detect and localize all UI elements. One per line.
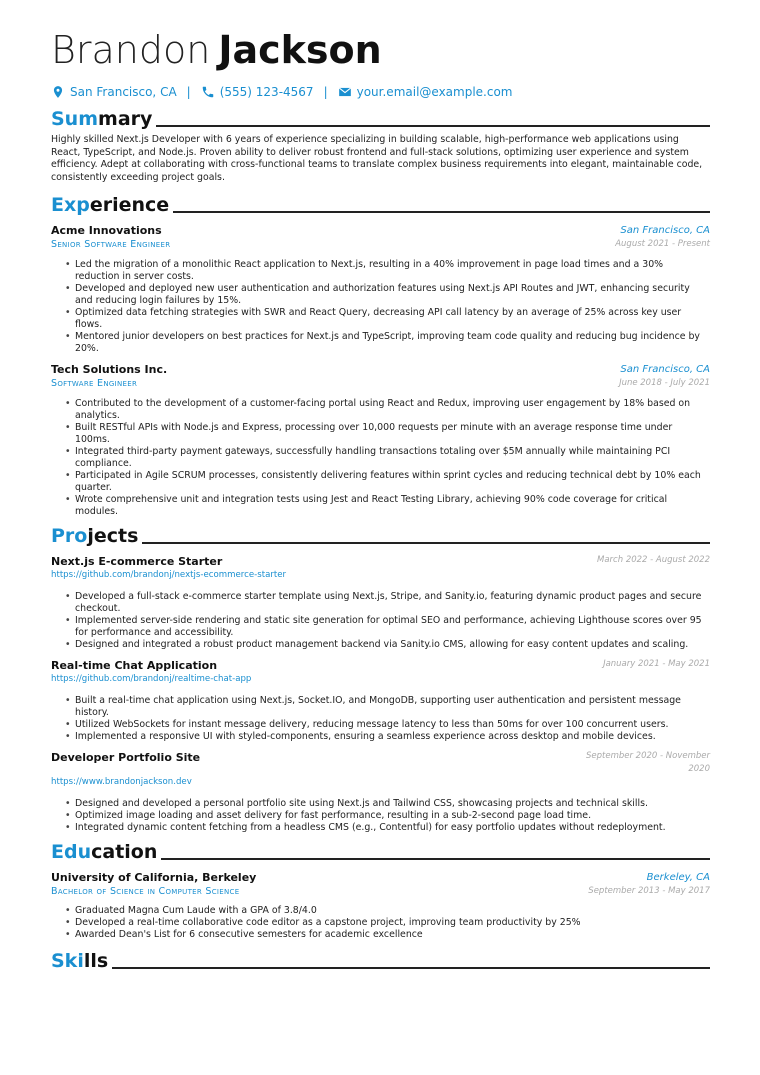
project-entry xyxy=(51,658,710,743)
job-location: San Francisco, CA xyxy=(620,364,710,376)
degree: Bachelor of Science in Computer Science xyxy=(51,886,240,898)
contact-line xyxy=(51,81,710,103)
map-pin-icon xyxy=(51,85,65,99)
list-item: • Contributed to the development of a customer-facing portal using React and Redux, improving user engagement by 18% based on analytics. xyxy=(75,398,710,422)
project-name: Developer Portfolio Site xyxy=(51,751,201,765)
email-link[interactable]: your.email@example.com xyxy=(356,85,513,99)
experience-heading xyxy=(51,193,710,216)
experience-title-rest: erience xyxy=(89,194,170,217)
list-item: • Built a real-time chat application using Next.js, Socket.IO, and MongoDB, supporting user authentication and persistent message history. xyxy=(75,695,710,719)
list-item: • Implemented a responsive UI with styled-components, ensuring a seamless experience across desktop and mobile devices. xyxy=(75,731,710,743)
list-item: • Wrote comprehensive unit and integration tests using Jest and React Testing Library, achieving 90% code coverage for critical modules. xyxy=(75,494,710,518)
section-divider xyxy=(156,125,710,127)
job-bullets xyxy=(51,398,710,518)
projects-title-rest: jects xyxy=(87,525,139,548)
contact-separator: | xyxy=(186,85,191,99)
education-heading xyxy=(51,840,710,863)
list-item: • Optimized data fetching strategies with SWR and React Query, decreasing API call latency by an average of 25% across key user flows. xyxy=(75,307,710,331)
project-link[interactable]: https://github.com/brandonj/realtime-chat-app xyxy=(51,674,252,685)
summary-text: Highly skilled Next.js Developer with 6 years of experience specializing in building scalable, high-performance web applications using React, TypeScript, and Node.js. Proven ability to deliver robust frontend and full-stack solutions, optimizing user experience and system efficiency. Adept at collaborating with cross-functional teams to translate complex business requirements into elegant, maintainable code, consistently exceeding project goals. xyxy=(51,134,703,183)
company-name: Tech Solutions Inc. xyxy=(51,363,168,377)
project-link[interactable]: https://www.brandonjackson.dev xyxy=(51,777,192,788)
project-name: Real-time Chat Application xyxy=(51,659,218,673)
list-item: • Designed and integrated a robust product management backend via Sanity.io CMS, allowing for easy content updates and scaling. xyxy=(75,639,710,651)
company-name: Acme Innovations xyxy=(51,224,162,238)
list-item: • Integrated third-party payment gateways, successfully handling transactions totaling over $5M annually while maintaining PCI compliance. xyxy=(75,446,710,470)
list-item: • Developed a real-time collaborative code editor as a capstone project, improving team productivity by 25% xyxy=(75,917,710,929)
job-dates: June 2018 - July 2021 xyxy=(619,378,710,389)
contact-location xyxy=(51,85,177,99)
section-divider xyxy=(112,967,710,969)
education-title-accent: Edu xyxy=(51,841,92,864)
project-entry xyxy=(51,554,710,651)
contact-email[interactable] xyxy=(338,85,513,99)
list-item: • Integrated dynamic content fetching from a headless CMS (e.g., Contentful) for easy portfolio updates without redeployment. xyxy=(75,822,710,834)
skills-heading xyxy=(51,949,710,972)
list-item: • Developed and deployed new user authentication and authorization features using Next.js API Routes and JWT, enhancing security and reducing login failures by 15%. xyxy=(75,283,710,307)
school-location: Berkeley, CA xyxy=(646,872,710,884)
contact-separator: | xyxy=(323,85,328,99)
last-name: Jackson xyxy=(218,28,382,72)
job-dates: August 2021 - Present xyxy=(615,239,710,250)
project-dates: January 2021 - May 2021 xyxy=(603,659,710,670)
summary-heading xyxy=(51,107,710,130)
list-item: • Participated in Agile SCRUM processes, consistently delivering features within sprint cycles and reducing technical debt by 10% each quarter. xyxy=(75,470,710,494)
project-dates: March 2022 - August 2022 xyxy=(597,555,710,566)
job-role: Senior Software Engineer xyxy=(51,239,171,251)
list-item: • Awarded Dean's List for 6 consecutive semesters for academic excellence xyxy=(75,929,710,941)
list-item: • Optimized image loading and asset delivery for fast performance, resulting in a sub-2-second page load time. xyxy=(75,810,710,822)
list-item: • Developed a full-stack e-commerce starter template using Next.js, Stripe, and Sanity.io, featuring dynamic product pages and secure checkout. xyxy=(75,591,710,615)
summary-title-rest: mary xyxy=(98,108,153,130)
job-entry xyxy=(51,223,710,355)
project-bullets xyxy=(51,695,710,743)
phone-text: (555) 123-4567 xyxy=(219,85,314,99)
school-name: University of California, Berkeley xyxy=(51,871,257,885)
summary-title-accent: Sum xyxy=(51,108,99,130)
project-bullets xyxy=(51,591,710,651)
projects-title-accent: Pro xyxy=(51,525,88,548)
job-entry xyxy=(51,362,710,518)
phone-icon xyxy=(201,85,215,99)
skills-title-accent: Ski xyxy=(51,950,84,973)
resume-page xyxy=(51,26,710,972)
list-item: • Graduated Magna Cum Laude with a GPA of 3.8/4.0 xyxy=(75,905,710,917)
list-item: • Mentored junior developers on best practices for Next.js and TypeScript, improving team code quality and reducing bug incidence by 20%. xyxy=(75,331,710,355)
first-name: Brandon xyxy=(51,28,211,72)
education-bullets xyxy=(51,905,710,941)
education-title-rest: cation xyxy=(91,841,158,864)
list-item: • Built RESTful APIs with Node.js and Express, processing over 10,000 requests per minute with an average response time under 100ms. xyxy=(75,422,710,446)
skills-title-rest: lls xyxy=(83,950,109,973)
education-dates: September 2013 - May 2017 xyxy=(588,886,710,897)
list-item: • Implemented server-side rendering and static site generation for optimal SEO and performance, achieving Lighthouse scores over 95 for performance and accessibility. xyxy=(75,615,710,639)
project-link[interactable]: https://github.com/brandonj/nextjs-ecommerce-starter xyxy=(51,570,287,581)
list-item: • Utilized WebSockets for instant message delivery, reducing message latency to less than 50ms for over 100 concurrent users. xyxy=(75,719,710,731)
list-item: • Designed and developed a personal portfolio site using Next.js and Tailwind CSS, showcasing projects and technical skills. xyxy=(75,798,710,810)
location-text: San Francisco, CA xyxy=(70,85,177,99)
job-location: San Francisco, CA xyxy=(620,225,710,237)
list-item: • Led the migration of a monolithic React application to Next.js, resulting in a 40% improvement in page load times and a 30% reduction in server costs. xyxy=(75,259,710,283)
projects-heading xyxy=(51,524,710,547)
contact-phone xyxy=(201,85,314,99)
education-entry xyxy=(51,870,710,941)
project-bullets xyxy=(51,798,710,834)
candidate-name xyxy=(51,26,710,78)
section-divider xyxy=(142,542,710,544)
experience-title-accent: Exp xyxy=(51,194,90,217)
section-divider xyxy=(161,858,710,860)
project-dates: September 2020 - November 2020 xyxy=(585,751,710,775)
job-bullets xyxy=(51,259,710,355)
job-role: Software Engineer xyxy=(51,378,138,390)
envelope-icon xyxy=(338,85,352,99)
project-entry xyxy=(51,750,710,834)
section-divider xyxy=(173,211,710,213)
project-name: Next.js E-commerce Starter xyxy=(51,555,223,569)
